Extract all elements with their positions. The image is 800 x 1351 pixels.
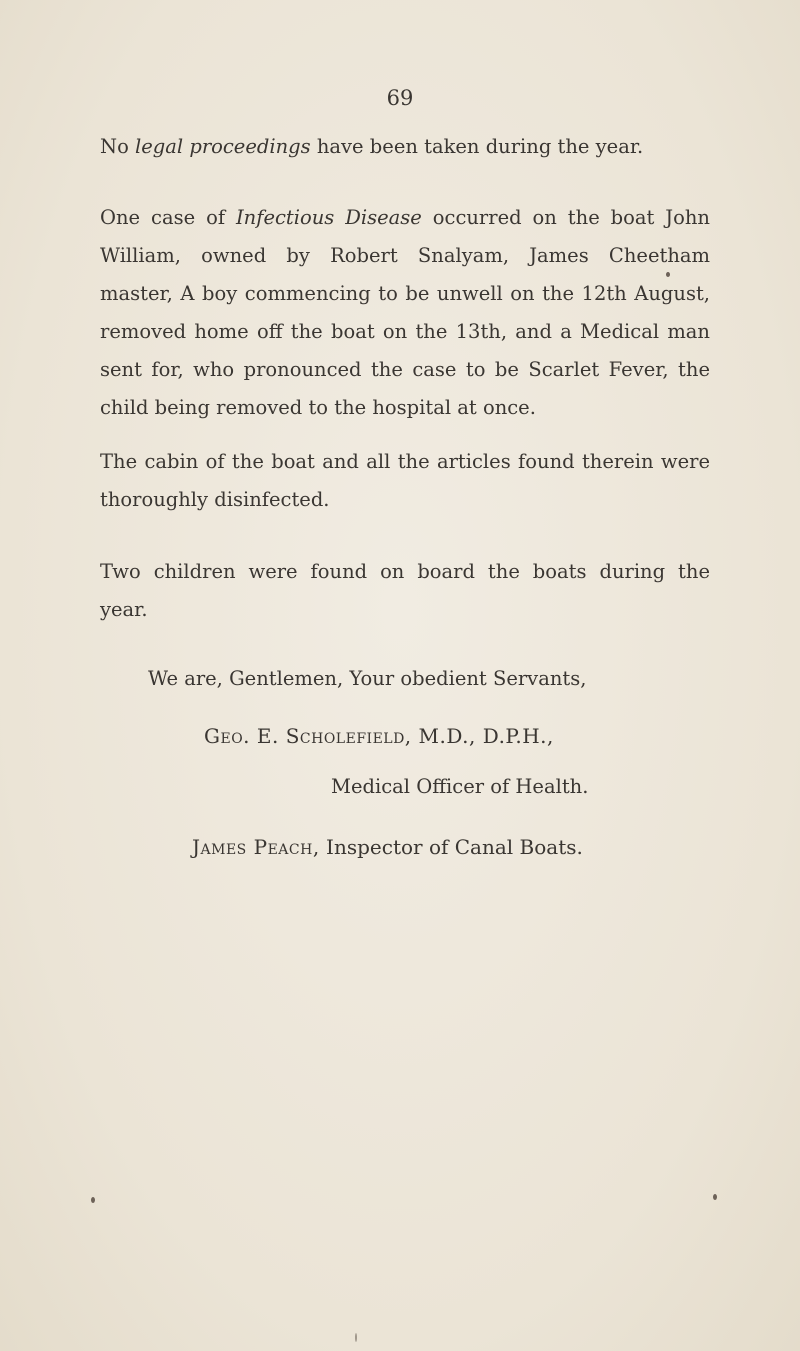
legal-tail: have been taken during the year. <box>310 135 644 158</box>
infectious-line-2: William, owned by Robert Snalyam, James Cheetham <box>100 244 710 267</box>
infectious-line-6: child being removed to the hospital at once. <box>100 396 536 419</box>
infectious-emphasis: Infectious Disease <box>235 206 422 229</box>
closing-salutation: We are, Gentlemen, Your obedient Servants, <box>148 667 587 690</box>
page-number: 69 <box>386 86 414 110</box>
inspector-signature <box>192 835 583 859</box>
officer-signature-name: Geo. E. Scholefield, M.D., D.P.H., <box>204 724 554 748</box>
infectious-line-5: sent for, who pronounced the case to be Scarlet Fever, the <box>100 358 710 381</box>
inspector-title: Inspector of Canal Boats. <box>319 835 583 859</box>
officer-signature-title: Medical Officer of Health. <box>331 775 589 798</box>
cabin-line-1: The cabin of the boat and all the articles found therein were <box>100 450 710 473</box>
infectious-line-4: removed home off the boat on the 13th, and a Medical man <box>100 320 710 343</box>
infectious-lead: One case of <box>100 206 236 229</box>
legal-lead: No <box>100 135 136 158</box>
paper-speck <box>91 1197 95 1203</box>
paper-speck <box>355 1333 357 1342</box>
cabin-line-2: thoroughly disinfected. <box>100 488 330 511</box>
children-line-2: year. <box>100 598 148 621</box>
paper-speck <box>666 272 670 277</box>
legal-emphasis: legal proceedings <box>135 135 311 158</box>
infectious-line-3: master, A boy commencing to be unwell on the 12th August, <box>100 282 710 305</box>
paragraph-cabin-disinfection <box>100 443 710 519</box>
paragraph-infectious-disease <box>100 199 710 427</box>
paper-speck <box>713 1194 717 1200</box>
paragraph-children-found <box>100 553 710 629</box>
paragraph-legal-proceedings <box>100 128 710 166</box>
infectious-tail: occurred on the boat John <box>421 206 710 229</box>
inspector-name: James Peach, <box>192 835 320 859</box>
children-line-1: Two children were found on board the boats during the <box>100 560 710 583</box>
